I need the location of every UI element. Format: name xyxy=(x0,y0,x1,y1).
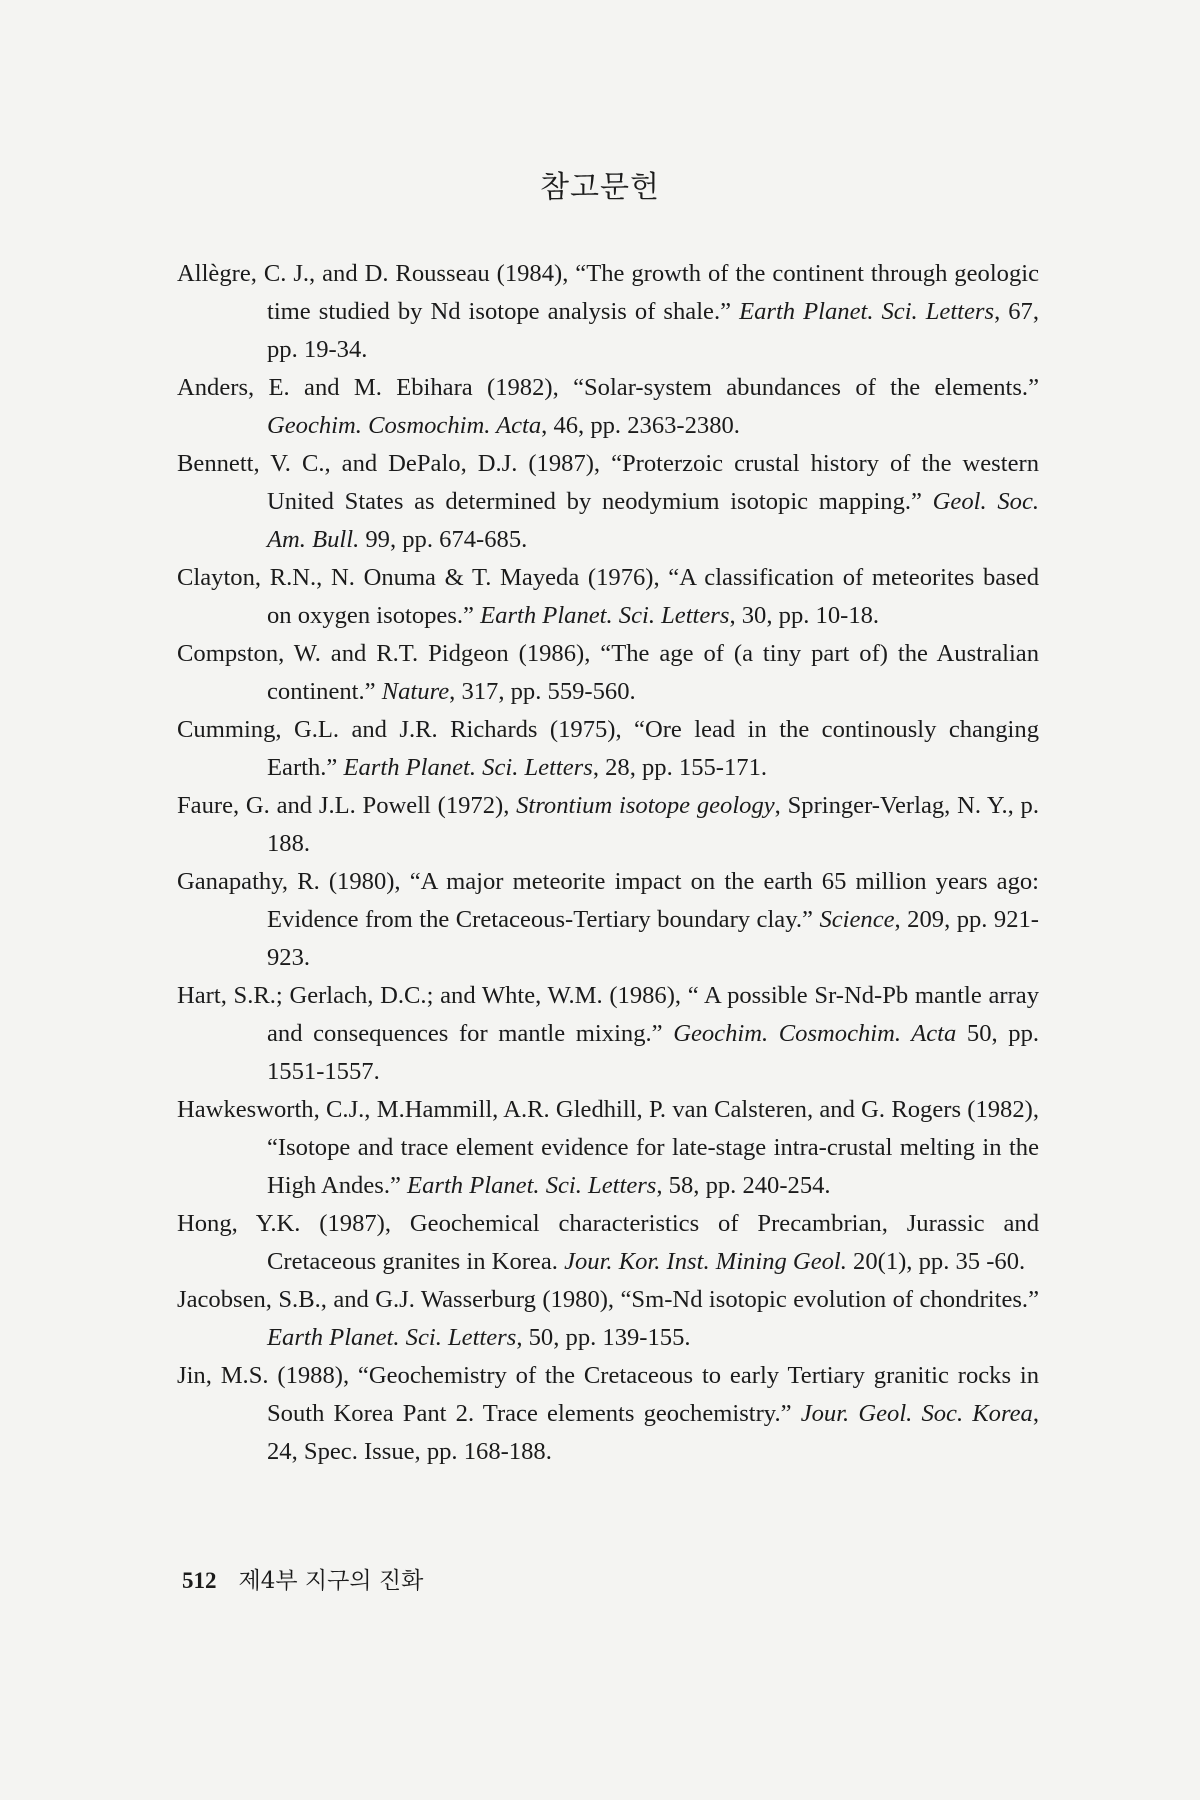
journal-title: Geol. Soc. Am. Bull. xyxy=(267,488,1040,553)
reference-entry: Hart, S.R.; Gerlach, D.C.; and Whte, W.M. (1986), “ A possible Sr-Nd-Pb mantle array and consequences for mantle mixing.” Geochim. Cosmochim. Acta 50, pp. 1551-1557. xyxy=(177,982,1040,1085)
reference-entry: Jacobsen, S.B., and G.J. Wasserburg (1980), “Sm-Nd isotopic evolution of chondrites.” Earth Planet. Sci. Letters, 50, pp. 139-155. xyxy=(177,1286,1039,1351)
journal-title: Jour. Kor. Inst. Mining Geol. xyxy=(564,1248,847,1275)
reference-list xyxy=(177,255,1039,1471)
journal-title: Earth Planet. Sci. Letters xyxy=(343,754,593,781)
reference-entry: Hong, Y.K. (1987), Geochemical characteristics of Precambrian, Jurassic and Cretaceous granites in Korea. Jour. Kor. Inst. Mining Geol. 20(1), pp. 35 -60. xyxy=(177,1210,1039,1275)
book-title: Strontium isotope geology xyxy=(516,792,775,819)
reference-entry: Hawkesworth, C.J., M.Hammill, A.R. Gledhill, P. van Calsteren, and G. Rogers (1982), “Isotope and trace element evidence for late-stage intra-crustal melting in the High Andes.” Earth Planet. Sci. Letters, 58, pp. 240-254. xyxy=(177,1096,1039,1199)
reference-entry: Bennett, V. C., and DePalo, D.J. (1987), “Proterzoic crustal history of the western United States as determined by neodymium isotopic mapping.” Geol. Soc. Am. Bull. 99, pp. 674-685. xyxy=(177,450,1040,553)
journal-title: Science xyxy=(819,906,895,933)
reference-entry: Allègre, C. J., and D. Rousseau (1984), “The growth of the continent through geologic time studied by Nd isotope analysis of shale.” Earth Planet. Sci. Letters, 67, pp. 19-34. xyxy=(177,260,1039,363)
journal-title: Earth Planet. Sci. Letters xyxy=(739,298,995,325)
reference-entry: Ganapathy, R. (1980), “A major meteorite impact on the earth 65 million years ago: Evidence from the Cretaceous-Tertiary boundary clay.” Science, 209, pp. 921-923. xyxy=(177,868,1039,971)
journal-title: Earth Planet. Sci. Letters xyxy=(480,602,730,629)
page-number: 512 xyxy=(182,1568,217,1593)
journal-title: Geochim. Cosmochim. Acta xyxy=(673,1020,957,1047)
reference-entry: Faure, G. and J.L. Powell (1972), Strontium isotope geology, Springer-Verlag, N. Y., p. 188. xyxy=(177,792,1039,857)
reference-entry: Clayton, R.N., N. Onuma & T. Mayeda (1976), “A classification of meteorites based on oxygen isotopes.” Earth Planet. Sci. Letters, 30, pp. 10-18. xyxy=(177,564,1039,629)
page-title: 참고문헌 xyxy=(540,170,660,205)
reference-entry: Cumming, G.L. and J.R. Richards (1975), “Ore lead in the continously changing Earth.” Earth Planet. Sci. Letters, 28, pp. 155-171. xyxy=(177,716,1039,781)
journal-title: Earth Planet. Sci. Letters xyxy=(267,1324,517,1351)
page-footer xyxy=(182,1562,423,1595)
journal-title: Nature xyxy=(381,678,450,705)
reference-entry: Anders, E. and M. Ebihara (1982), “Solar-system abundances of the elements.” Geochim. Cosmochim. Acta, 46, pp. 2363-2380. xyxy=(177,374,1039,439)
running-footer-text: 제4부 지구의 진화 xyxy=(238,1568,424,1594)
journal-title: Earth Planet. Sci. Letters xyxy=(407,1172,657,1199)
journal-title: Geochim. Cosmochim. Acta xyxy=(267,412,542,439)
reference-entry: Jin, M.S. (1988), “Geochemistry of the Cretaceous to early Tertiary granitic rocks in South Korea Pant 2. Trace elements geochemistry.” Jour. Geol. Soc. Korea, 24, Spec. Issue, pp. 168-188. xyxy=(177,1362,1039,1465)
reference-entry: Compston, W. and R.T. Pidgeon (1986), “The age of (a tiny part of) the Australian continent.” Nature, 317, pp. 559-560. xyxy=(177,640,1039,705)
journal-title: Jour. Geol. Soc. Korea xyxy=(800,1400,1033,1427)
